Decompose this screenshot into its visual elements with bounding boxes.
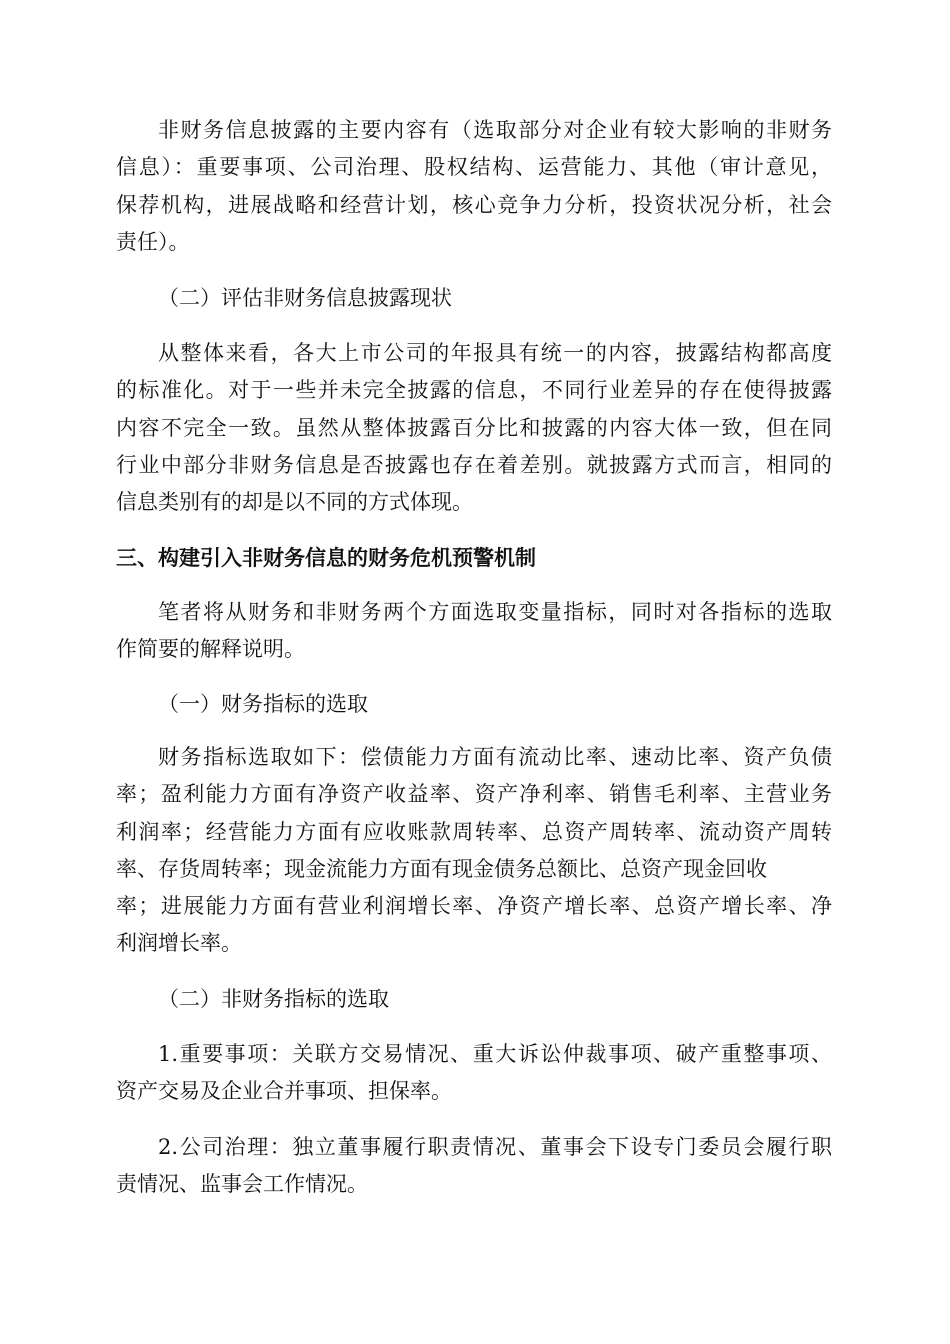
text-line: 责任）。 <box>116 229 190 254</box>
text-line: 非财务信息披露的主要内容有（选取部分对企业有较大影响的非财务 <box>158 118 832 142</box>
text-line: 的标准化。对于一些并未完全披露的信息，不同行业差异的存在使得披露 <box>116 378 832 403</box>
text-line: 行业中部分非财务信息是否披露也存在着差别。就披露方式而言，相同的 <box>116 452 832 477</box>
subheading-text: （二）非财务指标的选取 <box>158 987 389 1011</box>
subheading-text: （二）评估非财务信息披露现状 <box>158 286 452 310</box>
list-item-corporate-governance <box>116 1129 832 1204</box>
paragraph-disclosure-content <box>116 112 832 261</box>
text-line: 率；盈利能力方面有净资产收益率、资产净利率、销售毛利率、主营业务 <box>116 782 832 807</box>
text-line: 财务指标选取如下：偿债能力方面有流动比率、速动比率、资产负债 <box>158 745 832 769</box>
subheading-evaluate-disclosure <box>116 280 832 317</box>
text-line: 率；进展能力方面有营业利润增长率、净资产增长率、总资产增长率、净 <box>116 894 832 919</box>
text-line: 利润增长率。 <box>116 931 242 956</box>
paragraph-author-intro <box>116 594 832 669</box>
text-line: 利润率；经营能力方面有应收账款周转率、总资产周转率、流动资产周转 <box>116 819 832 844</box>
text-line: 1.重要事项：关联方交易情况、重大诉讼仲裁事项、破产重整事项、 <box>158 1042 832 1066</box>
text-line: 信息类别有的却是以不同的方式体现。 <box>116 490 473 515</box>
text-line: 内容不完全一致。虽然从整体披露百分比和披露的内容大体一致，但在同 <box>116 415 832 440</box>
subheading-text: （一）财务指标的选取 <box>158 692 368 716</box>
section-heading-text: 三、构建引入非财务信息的财务危机预警机制 <box>116 546 536 570</box>
paragraph-overall-view <box>116 335 832 521</box>
subheading-nonfinancial-indicators <box>116 981 832 1018</box>
text-line: 笔者将从财务和非财务两个方面选取变量指标，同时对各指标的选取 <box>158 600 832 624</box>
paragraph-financial-indicators <box>116 739 832 963</box>
section-heading-warning-mechanism <box>116 540 832 577</box>
list-item-important-matters <box>116 1036 832 1111</box>
text-line: 从整体来看，各大上市公司的年报具有统一的内容，披露结构都高度 <box>158 341 832 365</box>
text-line: 率、存货周转率；现金流能力方面有现金债务总额比、总资产现金回收 <box>116 856 767 881</box>
subheading-financial-indicators <box>116 686 832 723</box>
text-line: 2.公司治理：独立董事履行职责情况、董事会下设专门委员会履行职 <box>158 1135 832 1159</box>
text-line: 保荐机构，进展战略和经营计划，核心竞争力分析，投资状况分析，社会 <box>116 192 832 217</box>
text-line: 作简要的解释说明。 <box>116 637 305 662</box>
text-line: 信息）：重要事项、公司治理、股权结构、运营能力、其他（审计意见， <box>116 155 832 180</box>
text-line: 责情况、监事会工作情况。 <box>116 1172 368 1197</box>
text-line: 资产交易及企业合并事项、担保率。 <box>116 1079 452 1104</box>
